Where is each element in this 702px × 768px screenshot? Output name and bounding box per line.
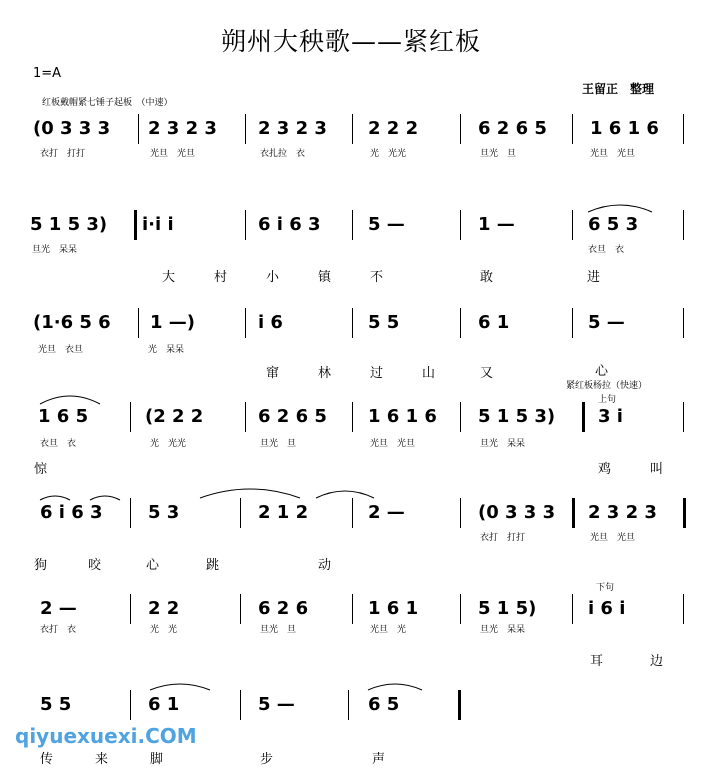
- lyric: 来: [95, 752, 109, 767]
- lyric: 耳: [590, 654, 604, 669]
- percussion-syllables: 旦光 旦: [260, 625, 297, 635]
- lyric: 鸡: [598, 462, 612, 477]
- lyric: 边: [650, 654, 664, 669]
- lyric: 大: [162, 270, 176, 285]
- measure: i·i i: [142, 214, 174, 235]
- lyric: 又: [480, 366, 494, 381]
- percussion-syllables: 光旦 光旦: [150, 149, 196, 159]
- lyric: 咬: [88, 558, 102, 573]
- measure: 5 —: [368, 214, 405, 235]
- lyric: 心: [595, 364, 609, 379]
- measure: 6 2 6 5: [258, 406, 327, 427]
- lyric: 小: [266, 270, 280, 285]
- percussion-syllables: 衣旦 衣: [588, 245, 625, 255]
- percussion-syllables: 光旦 衣旦: [38, 345, 84, 355]
- slur: [150, 684, 210, 690]
- watermark: qiyuexuexi.COM: [15, 724, 197, 748]
- measure: 3 i: [598, 406, 623, 427]
- tempo-annotation: 紧红板杨拉（快速）: [566, 381, 648, 391]
- measure: 6 5: [368, 694, 400, 715]
- lyric: 声: [372, 752, 386, 767]
- percussion-syllables: 衣打 打打: [40, 149, 86, 159]
- percussion-syllables: 旦光 旦: [480, 149, 517, 159]
- slur: [200, 489, 300, 498]
- lyric: 惊: [34, 462, 48, 477]
- percussion-syllables: 旦光 呆呆: [480, 439, 526, 449]
- measure: 2 —: [40, 598, 77, 619]
- measure: (1·6 5 6: [33, 312, 111, 333]
- phrase-annotation: 上句: [598, 395, 617, 405]
- measure: 5 1 5): [478, 598, 537, 619]
- measure: 5 —: [588, 312, 625, 333]
- percussion-syllables: 光 光光: [150, 439, 187, 449]
- measure: 1 —): [150, 312, 196, 333]
- key-signature: 1=A: [33, 66, 62, 81]
- page-title: 朔州大秧歌——紧红板: [220, 27, 481, 56]
- measure: 6 i 6 3: [258, 214, 321, 235]
- lyric: 山: [422, 366, 436, 381]
- measure: 5 5: [40, 694, 72, 715]
- arranger-credit: 王留正 整理: [582, 82, 655, 96]
- lyric: 步: [260, 752, 274, 767]
- measure: 5 1 5 3): [30, 214, 108, 235]
- measure: i 6: [258, 312, 283, 333]
- percussion-syllables: 衣扎拉 衣: [260, 149, 306, 159]
- percussion-syllables: 光旦 光旦: [590, 149, 636, 159]
- percussion-syllables: 光旦 光旦: [590, 533, 636, 543]
- lyric: 跳: [206, 558, 220, 573]
- measure: 1 6 1: [368, 598, 419, 619]
- lyric: 叫: [650, 462, 664, 477]
- measure: 5 —: [258, 694, 295, 715]
- measure: 2 3 2 3: [148, 118, 217, 139]
- lyric: 窜: [266, 366, 280, 381]
- measure: 2 3 2 3: [258, 118, 327, 139]
- percussion-syllables: 衣打 衣: [40, 625, 77, 635]
- lyric: 过: [370, 366, 384, 381]
- measure: 2 3 2 3: [588, 502, 657, 523]
- phrase-annotation: 下句: [596, 583, 615, 593]
- lyric: 镇: [318, 270, 332, 285]
- measure: (0 3 3 3: [478, 502, 556, 523]
- measure: 2 2 2: [368, 118, 419, 139]
- percussion-syllables: 光旦 光旦: [370, 439, 416, 449]
- percussion-syllables: 旦光 旦: [260, 439, 297, 449]
- measure: 5 3: [148, 502, 180, 523]
- slur: [368, 684, 422, 690]
- measure: (2 2 2: [145, 406, 204, 427]
- measure: 2 2: [148, 598, 180, 619]
- percussion-syllables: 旦光 呆呆: [480, 625, 526, 635]
- measure: 6 5 3: [588, 214, 639, 235]
- measure: 2 —: [368, 502, 405, 523]
- measure: 5 1 5 3): [478, 406, 556, 427]
- slur: [588, 205, 652, 212]
- measure: 2 1 2: [258, 502, 309, 523]
- lyric: 林: [318, 366, 332, 381]
- percussion-syllables: 衣打 打打: [480, 533, 526, 543]
- percussion-syllables: 光 光: [150, 625, 178, 635]
- measure: 1 —: [478, 214, 515, 235]
- slur: [316, 491, 374, 498]
- measure: 6 1: [478, 312, 510, 333]
- percussion-syllables: 旦光 呆呆: [32, 245, 78, 255]
- measure: i 6 i: [588, 598, 626, 619]
- measure: 6 2 6: [258, 598, 309, 619]
- lyric: 动: [318, 558, 332, 573]
- lyric: 脚: [150, 752, 164, 767]
- lyric: 敢: [480, 270, 494, 285]
- lyric: 心: [146, 558, 160, 573]
- percussion-syllables: 衣旦 衣: [40, 439, 77, 449]
- slur: [40, 396, 100, 404]
- slur: [40, 496, 70, 500]
- tempo-marking: 红板戴帽紧七锤子起板 （中速）: [42, 98, 173, 108]
- measure: 1 6 1 6: [368, 406, 437, 427]
- lyric: 不: [370, 270, 384, 285]
- measure: 1 6 1 6: [590, 118, 659, 139]
- measure: 6 2 6 5: [478, 118, 547, 139]
- percussion-syllables: 光 光光: [370, 149, 407, 159]
- lyric: 进: [587, 270, 601, 285]
- measure: (0 3 3 3: [33, 118, 111, 139]
- percussion-syllables: 光旦 光: [370, 625, 407, 635]
- measure: 5 5: [368, 312, 400, 333]
- measure: 6 1: [148, 694, 180, 715]
- lyric: 村: [214, 270, 228, 285]
- lyric: 狗: [34, 558, 48, 573]
- measure: 6 i 6 3: [40, 502, 103, 523]
- slur: [90, 496, 120, 500]
- percussion-syllables: 光 呆呆: [148, 345, 185, 355]
- lyric: 传: [40, 752, 54, 767]
- measure: 1 6 5: [38, 406, 89, 427]
